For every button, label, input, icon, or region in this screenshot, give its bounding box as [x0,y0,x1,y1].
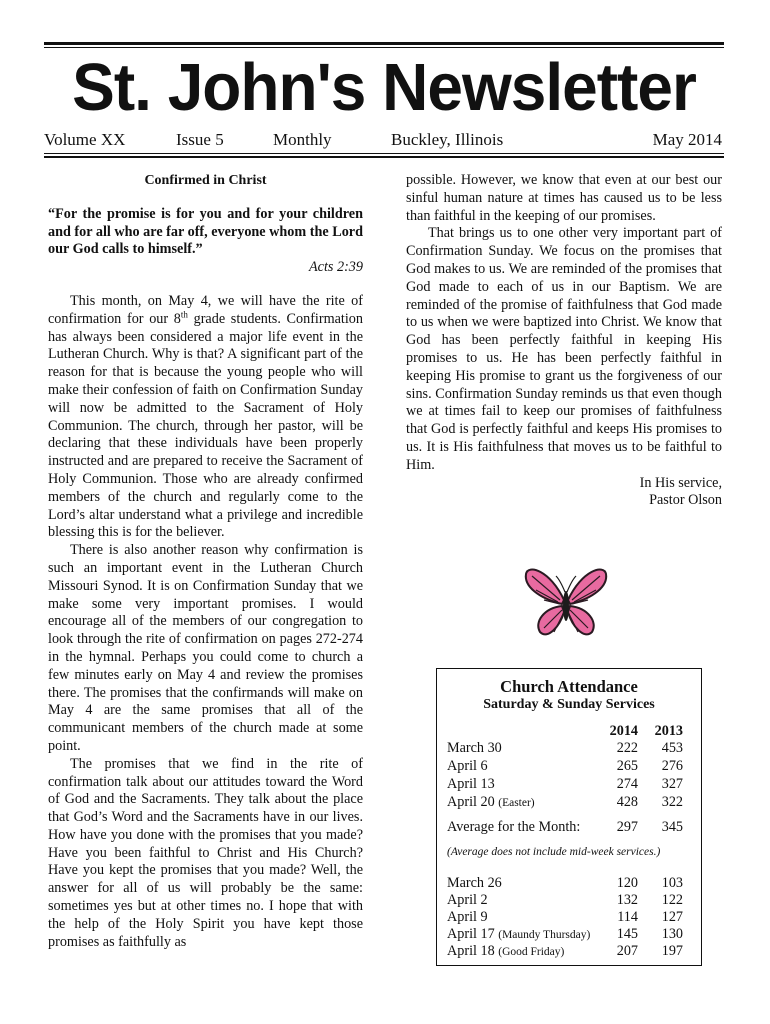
article-heading: Confirmed in Christ [144,173,267,188]
table-row: April 20 (Easter) 428 322 [447,794,683,810]
article-column-left [48,172,363,951]
attendance-title: Church Attendance [500,677,638,696]
table-row: March 30 222 453 [447,740,683,756]
article-paragraph: There is also another reason why confirmation is such an important event in the Lutheran Church Missouri Synod. It is on Confirmation Sunday that we make some very important promises. I would encourage all of the members of our congregation to look through the rite of confirmation on pages 272-274 in the hymnal. Perhaps you could come to church a few minutes early on May 4 and review the promises there. The promises that the confirmands will make on May 4 are the same promises that all of the communicant members of the church made at some point. [48,542,363,754]
average-note: (Average does not include mid-week services.) [447,846,661,858]
attendance-table [436,668,702,966]
date-label: May 2014 [652,130,722,149]
scripture-quote: “For the promise is for you and for your children and for all who are far off, everyone whom the Lord our God calls to himself.” [48,205,363,258]
attendance-header-row [447,723,697,741]
table-row: April 13 274 327 [447,776,683,792]
signoff-name: Pastor Olson [649,492,722,509]
table-row: March 26 120 103 [447,875,683,891]
signoff-line: In His service, [639,474,722,491]
masthead-rule-bottom [44,156,724,158]
article-paragraph: This month, on May 4, we will have the rite of confirmation for our 8th grade students. Confirmation has always been considered a major life event in the Lutheran Church. Why is that? A significant part of the reason for that is because the young people who will make their confession of faith on Confirmation Sunday will now be admitted to the Sacrament of Holy Communion. The church, through her pastor, will be declaring that these individuals have been properly instructed and are prepared to receive the Sacrament of Holy Communion. Those who are already confirmed members of the church and regularly come to the Lord’s altar understand what a privilege and incredible blessing this is for the believer. [48,292,363,541]
table-row: April 9 114 127 [447,909,683,925]
issue-bar [44,130,724,152]
article-column-right [406,172,722,510]
article-paragraph-continued: possible. However, we know that even at our best our sinful human nature at times has caused us to be less than faithful in the keeping of our promises. [406,172,722,224]
location-label: Buckley, Illinois [391,130,504,149]
average-row: Average for the Month: 297 345 [447,819,683,835]
year-2014-header: 2014 [609,723,638,739]
scripture-citation: Acts 2:39 [309,259,363,276]
newsletter-title: St. John's Newsletter [72,49,696,125]
volume-label: Volume XX [44,130,126,149]
attendance-subtitle: Saturday & Sunday Services [483,697,655,712]
frequency-label: Monthly [273,130,332,149]
table-row: April 18 (Good Friday) 207 197 [447,943,683,959]
year-2013-header: 2013 [654,723,683,739]
table-row: April 6 265 276 [447,758,683,774]
issue-label: Issue 5 [176,130,224,149]
article-paragraph: That brings us to one other very important part of Confirmation Sunday. We focus on the promises that God makes to us. We are reminded of the promises that God made to each of us in our Baptism. We are reminded of the promise of faithfulness that God made to us when we were baptized into Christ. We know that God has been perfectly faithful in keeping His promises to us. He has been perfectly faithful in keeping His promise to grant us the forgiveness of our sins. Confirmation Sunday reminds us that even though we at times fail to keep our promises of faithfulness that God is perfectly faithful and keeps His promises to us. It is His faithfulness that moves us to be faithful to Him. [406,225,722,473]
article-paragraph: The promises that we find in the rite of confirmation talk about our attitudes toward the Word of God and the Sacraments. They talk about the place that God’s Word and the Sacraments have in our lives. How have you done with the promises that you made? Have you been faithful to Christ and His Church? Have you kept the promises that you made? Well, the answer for all of us will probably be the same: sometimes yes but at other times no. I hope that with the help of the Holy Spirit you have kept those promises as faithfully as [48,755,363,950]
masthead-rule-bottom-thin [44,153,724,154]
masthead-rule-top [44,42,724,45]
ordinal-suffix: th [180,309,188,320]
table-row: April 2 132 122 [447,892,683,908]
butterfly-icon [520,560,612,646]
table-row: April 17 (Maundy Thursday) 145 130 [447,926,683,942]
